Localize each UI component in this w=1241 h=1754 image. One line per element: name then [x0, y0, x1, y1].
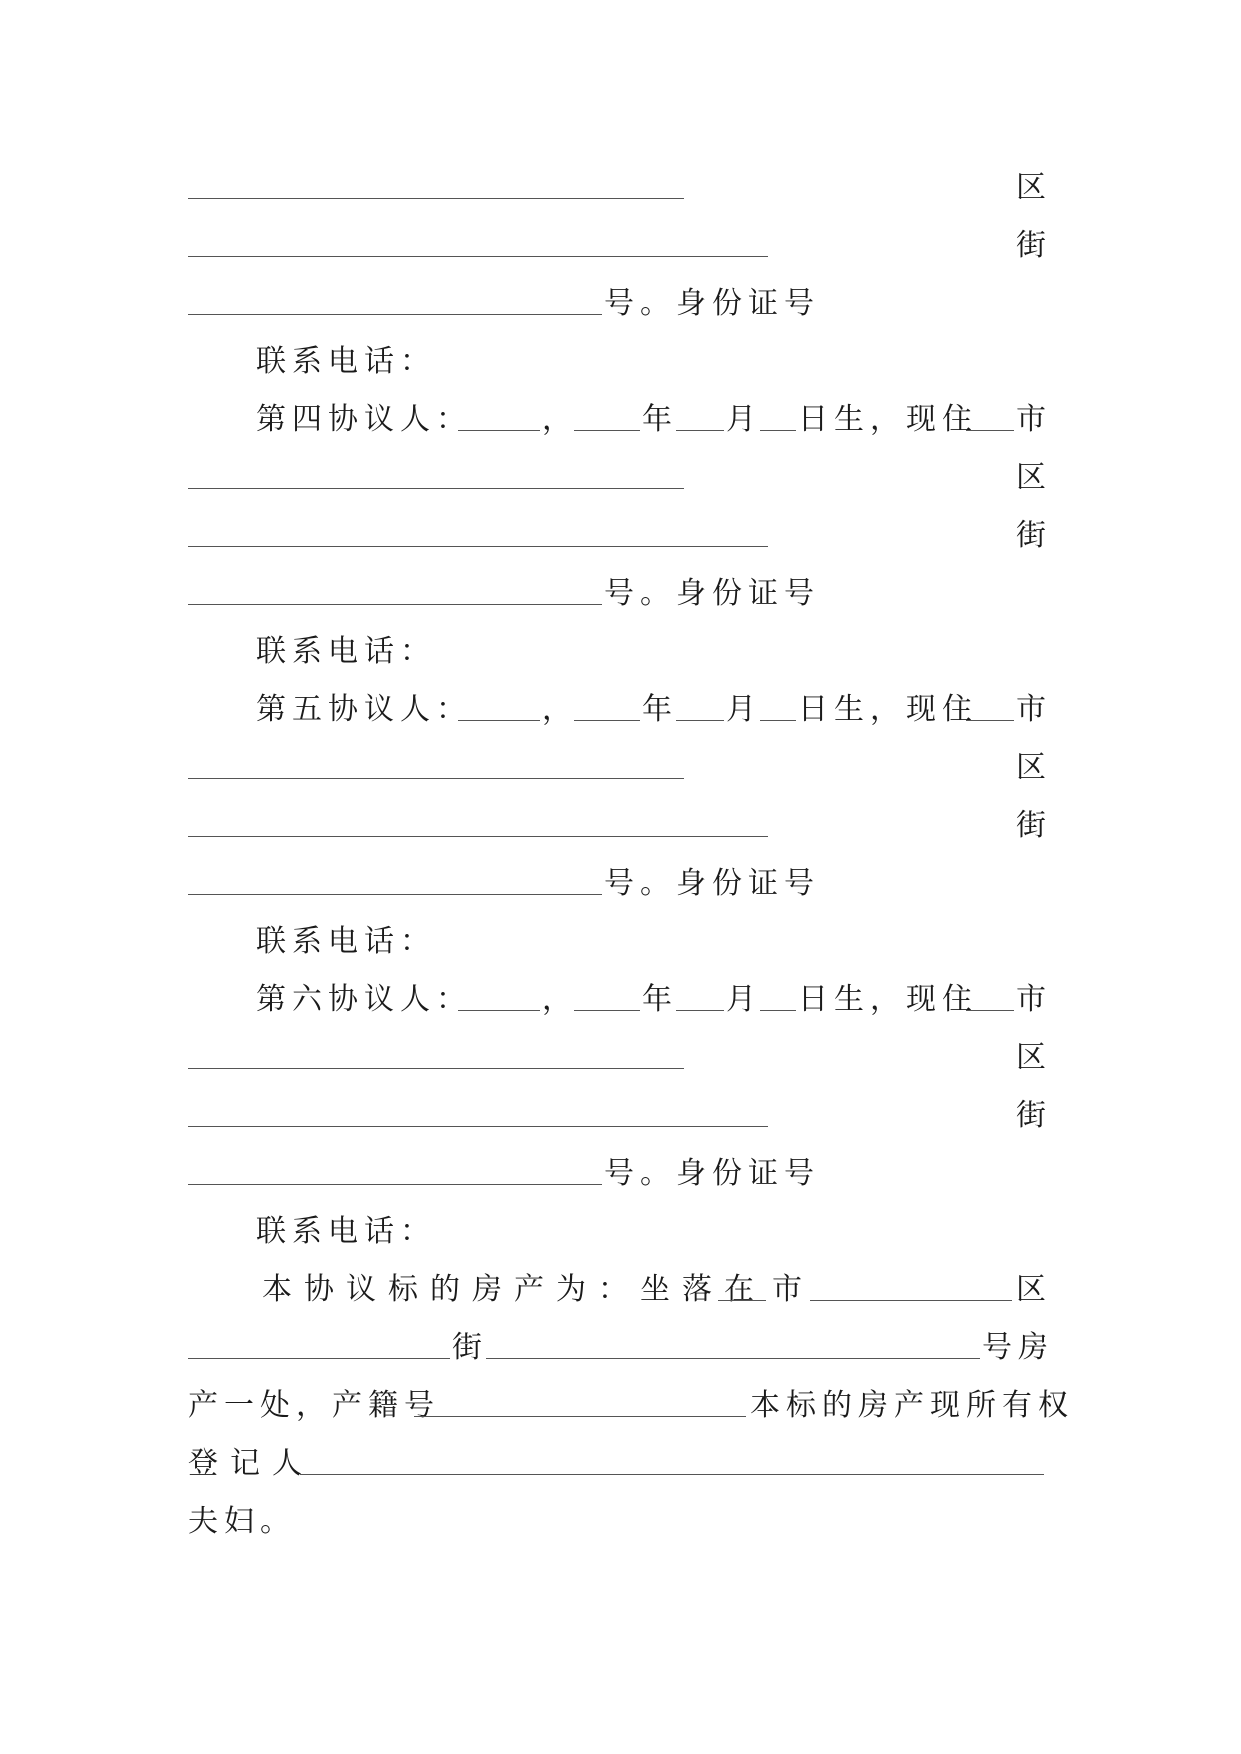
comma: ， — [542, 982, 572, 1017]
street-label: 街 — [1016, 1098, 1046, 1133]
property-intro: 本协议标的房产为：坐落在 — [262, 1272, 766, 1307]
house-number-id-label: 号。身份证号 — [604, 286, 820, 321]
blank-underline — [810, 1300, 1012, 1301]
blank-underline — [458, 720, 540, 721]
district-label: 区 — [1016, 750, 1046, 785]
city-label: 市 — [1016, 692, 1046, 727]
house-number-label: 号房 — [982, 1330, 1054, 1365]
comma: ， — [542, 402, 572, 437]
month-label: 月 — [726, 402, 756, 437]
blank-underline — [458, 430, 540, 431]
blank-underline — [760, 430, 796, 431]
house-number-id-label: 号。身份证号 — [604, 576, 820, 611]
district-label: 区 — [1016, 170, 1046, 205]
phone-label: 联系电话： — [256, 924, 436, 959]
blank-underline — [188, 1068, 684, 1069]
house-number-id-label: 号。身份证号 — [604, 866, 820, 901]
blank-underline — [966, 720, 1014, 721]
phone-label: 联系电话： — [256, 344, 436, 379]
blank-underline — [188, 604, 602, 605]
city-label: 市 — [1016, 982, 1046, 1017]
phone-label: 联系电话： — [256, 1214, 436, 1249]
birth-reside-label: 日生，现住 — [798, 982, 978, 1017]
current-owner-label: 本标的房产现所有权 — [750, 1388, 1074, 1423]
month-label: 月 — [726, 982, 756, 1017]
blank-underline — [676, 430, 724, 431]
blank-underline — [458, 1010, 540, 1011]
blank-underline — [188, 894, 602, 895]
year-label: 年 — [642, 402, 672, 437]
blank-underline — [188, 1184, 602, 1185]
couple-label: 夫妇。 — [188, 1504, 296, 1539]
blank-underline — [966, 430, 1014, 431]
district-label: 区 — [1016, 460, 1046, 495]
blank-underline — [574, 720, 640, 721]
party6-label: 第六协议人： — [256, 982, 472, 1017]
birth-reside-label: 日生，现住 — [798, 692, 978, 727]
blank-underline — [188, 488, 684, 489]
blank-underline — [188, 1358, 450, 1359]
blank-underline — [414, 1416, 746, 1417]
party5-label: 第五协议人： — [256, 692, 472, 727]
year-label: 年 — [642, 982, 672, 1017]
blank-underline — [188, 546, 768, 547]
district-label: 区 — [1016, 1272, 1046, 1307]
blank-underline — [300, 1474, 1044, 1475]
blank-underline — [188, 836, 768, 837]
blank-underline — [188, 778, 684, 779]
street-label: 街 — [1016, 518, 1046, 553]
year-label: 年 — [642, 692, 672, 727]
phone-label: 联系电话： — [256, 634, 436, 669]
blank-underline — [676, 720, 724, 721]
blank-underline — [486, 1358, 980, 1359]
party4-label: 第四协议人： — [256, 402, 472, 437]
blank-underline — [188, 314, 602, 315]
blank-underline — [188, 198, 684, 199]
blank-underline — [188, 1126, 768, 1127]
property-registry-label: 产一处，产籍号 — [188, 1388, 440, 1423]
birth-reside-label: 日生，现住 — [798, 402, 978, 437]
blank-underline — [574, 1010, 640, 1011]
blank-underline — [188, 256, 768, 257]
city-label: 市 — [772, 1272, 802, 1307]
blank-underline — [760, 1010, 796, 1011]
blank-underline — [676, 1010, 724, 1011]
street-label: 街 — [1016, 228, 1046, 263]
blank-underline — [760, 720, 796, 721]
blank-underline — [966, 1010, 1014, 1011]
street-label: 街 — [1016, 808, 1046, 843]
house-number-id-label: 号。身份证号 — [604, 1156, 820, 1191]
month-label: 月 — [726, 692, 756, 727]
blank-underline — [718, 1300, 766, 1301]
district-label: 区 — [1016, 1040, 1046, 1075]
city-label: 市 — [1016, 402, 1046, 437]
registrant-label: 登记人 — [188, 1446, 314, 1481]
blank-underline — [574, 430, 640, 431]
street-label: 街 — [452, 1330, 482, 1365]
comma: ， — [542, 692, 572, 727]
